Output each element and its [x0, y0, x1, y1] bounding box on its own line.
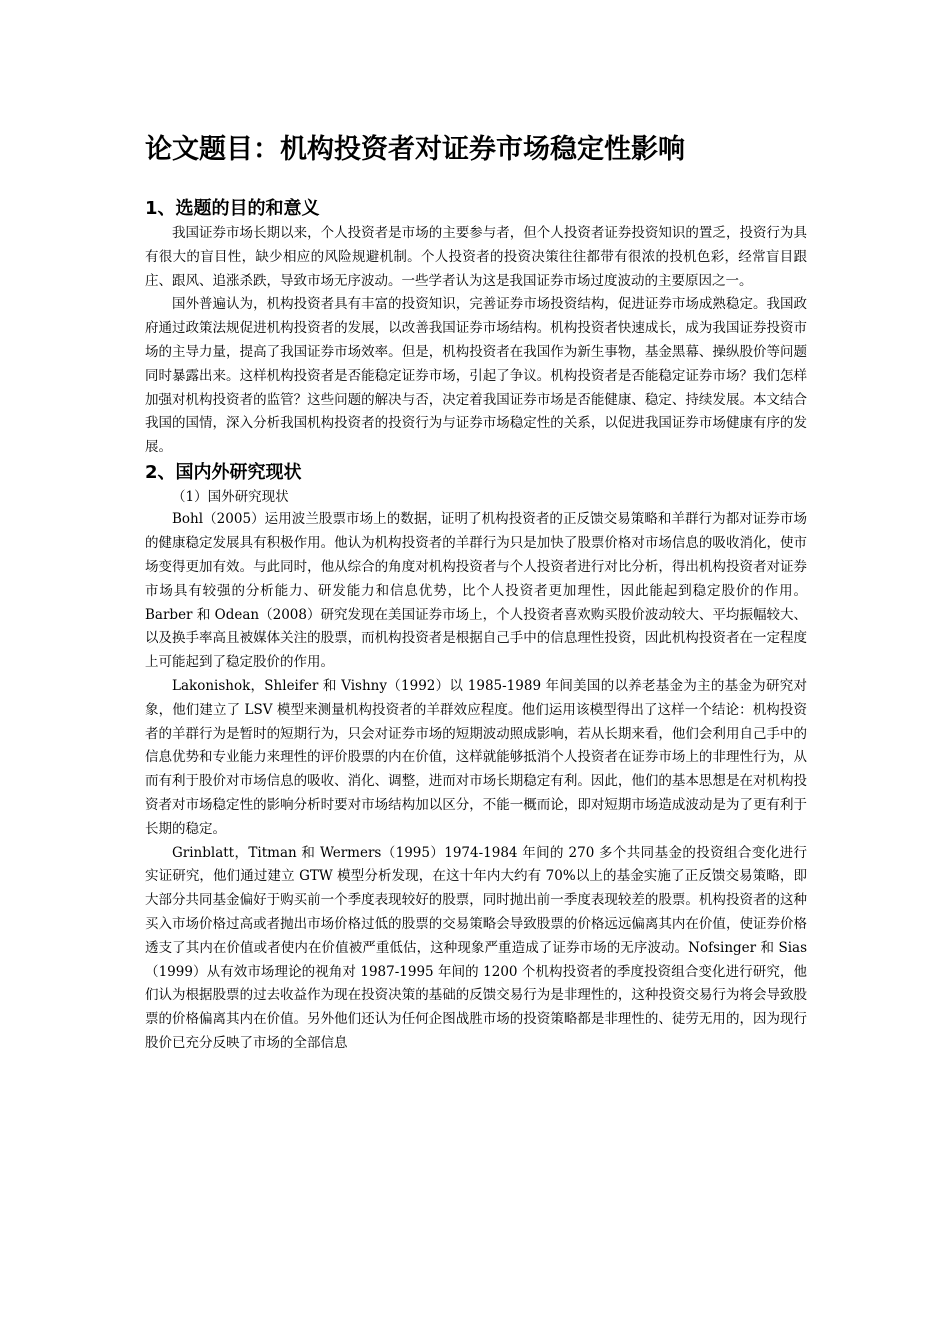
section-heading: 1、选题的目的和意义: [145, 198, 320, 219]
subsection-heading: （1）国外研究现状: [172, 488, 289, 505]
paragraph: Bohl（2005）运用波兰股票市场上的数据，证明了机构投资者的正反馈交易策略和羊群行为都对证券市场的健康稳定发展具有积极作用。他认为机构投资者的羊群行为只是加快了股票价格对市场信息的吸收消化，使市场变得更加有效。与此同时，他从综合的角度对机构投资者与个人投资者进行对比分析，得出机构投资者对证券市场具有较强的分析能力、研发能力和信息优势，比个人投资者更加理性，因此能起到稳定股价的作用。Barber 和 Odean（2008）研究发现在美国证券市场上，个人投资者喜欢购买股价波动较大、平均振幅较大、以及换手率高且被媒体关注的股票，而机构投资者是根据自己手中的信息理性投资，因此机构投资者在一定程度上可能起到了稳定股价的作用。: [145, 511, 807, 671]
document-title: 论文题目：机构投资者对证券市场稳定性影响: [145, 134, 685, 165]
section-heading: 2、国内外研究现状: [145, 461, 302, 483]
document-page: [145, 130, 807, 1056]
paragraph: Lakonishok，Shleifer 和 Vishny（1992）以 1985-1989 年间美国的以养老基金为主的基金为研究对象，他们建立了 LSV 模型来测量机构投资者的羊群效应程度。他们运用该模型得出了这样一个结论：机构投资者的羊群行为是暂时的短期行为，只会对证券市场的短期波动照成影响，若从长期来看，他们会利用自己手中的信息优势和专业能力来理性的评价股票的内在价值，这样就能够抵消个人投资者在证券市场上的非理性行为，从而有利于股价对市场信息的吸收、消化、调整，进而对市场长期稳定有利。因此，他们的基本思想是在对机构投资者对市场稳定性的影响分析时要对市场结构加以区分，不能一概而论，即对短期市场造成波动是为了更有利于长期的稳定。: [145, 678, 807, 837]
paragraph: 国外普遍认为，机构投资者具有丰富的投资知识，完善证券市场投资结构，促进证券市场成熟稳定。我国政府通过政策法规促进机构投资者的发展，以改善我国证券市场结构。机构投资者快速成长，成为我国证券投资市场的主导力量，提高了我国证券市场效率。但是，机构投资者在我国作为新生事物，基金黑幕、操纵股价等问题同时暴露出来。这样机构投资者是否能稳定证券市场，引起了争议。机构投资者是否能稳定证券市场？我们怎样加强对机构投资者的监管？这些问题的解决与否，决定着我国证券市场是否能健康、稳定、持续发展。本文结合我国的国情，深入分析我国机构投资者的投资行为与证券市场稳定性的关系，以促进我国证券市场健康有序的发展。: [145, 296, 807, 456]
section-research-status: [145, 460, 807, 1056]
paragraph: Grinblatt，Titman 和 Wermers（1995）1974-1984 年间的 270 多个共同基金的投资组合变化进行实证研究，他们通过建立 GTW 模型分析发现，在这十年内大约有 70%以上的基金实施了正反馈交易策略，即大部分共同基金偏好于购买前一个季度表现较好的股票，同时抛出前一季度表现较差的股票。机构投资者的这种买入市场价格过高或者抛出市场价格过低的股票的交易策略会导致股票的价格远远偏离其内在价值，使证券价格透支了其内在价值或者使内在价值被严重低估，这种现象严重造成了证券市场的无序波动。Nofsinger 和 Sias（1999）从有效市场理论的视角对 1987-1995 年间的 1200 个机构投资者的季度投资组合变化进行研究，他们认为根据股票的过去收益作为现在投资决策的基础的反馈交易行为是非理性的，这种投资交易行为将会导致股票的价格偏离其内在价值。另外他们还认为任何企图战胜市场的投资策略都是非理性的、徒劳无用的，因为现行股价已充分反映了市场的全部信息: [145, 844, 807, 1051]
section-purpose: [145, 196, 807, 460]
paragraph: 我国证券市场长期以来，个人投资者是市场的主要参与者，但个人投资者证券投资知识的置乏，投资行为具有很大的盲目性，缺少相应的风险规避机制。个人投资者的投资决策往往都带有很浓的投机色彩，经常盲目跟庄、跟风、追涨杀跌，导致市场无序波动。一些学者认为这是我国证券市场过度波动的主要原因之一。: [145, 225, 807, 289]
